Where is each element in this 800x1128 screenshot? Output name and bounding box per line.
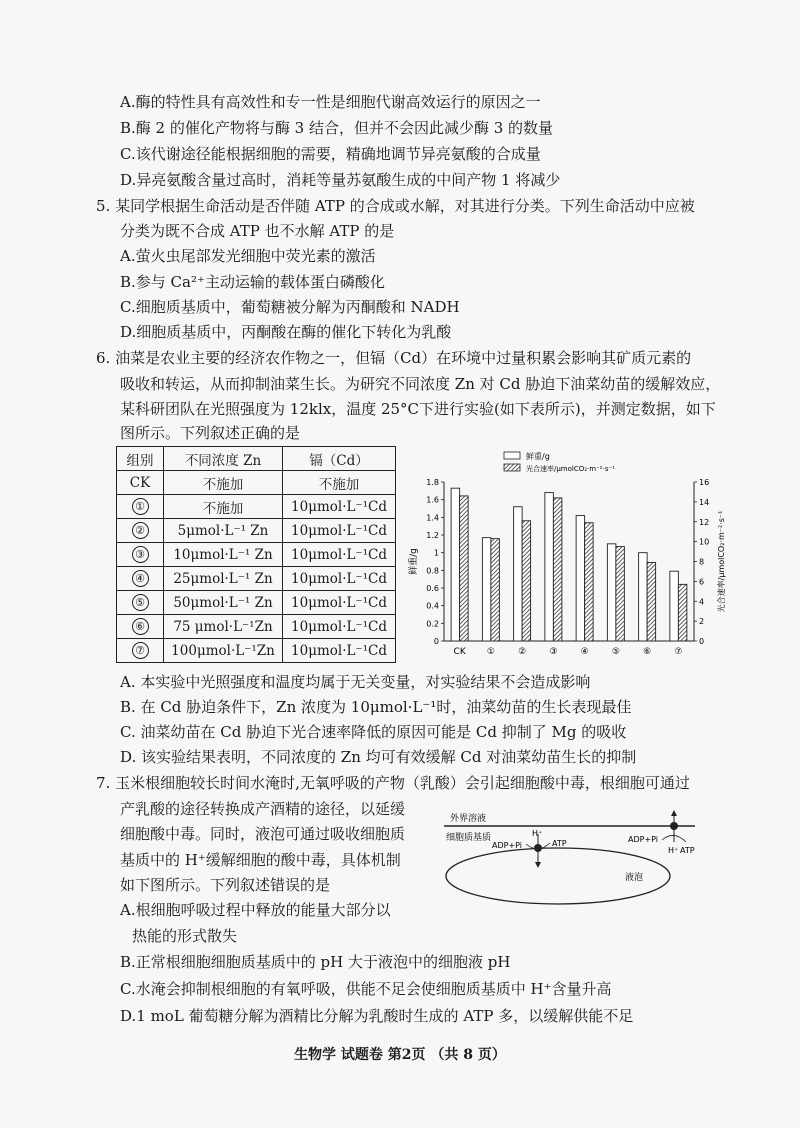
x-tick-label: ②: [518, 647, 527, 657]
q7-option-b: B.正常根细胞细胞质基质中的 pH 大于液泡中的细胞液 pH: [120, 953, 511, 971]
table-cell-cd: 10μmol·L⁻¹Cd: [283, 495, 396, 519]
y-tick-label: 1.8: [426, 478, 439, 487]
table-cell-zn: 5μmol·L⁻¹ Zn: [164, 519, 283, 543]
y2-tick-label: 10: [699, 537, 710, 547]
table-cell-group: ③: [117, 543, 164, 567]
q4-option-d: D.异亮氨酸含量过高时，消耗等量苏氨酸生成的中间产物 1 将减少: [120, 171, 561, 189]
q5-option-d: D.细胞质基质中，丙酮酸在酶的催化下转化为乳酸: [120, 323, 452, 341]
q6-stem: 6. 油菜是农业主要的经济农作物之一，但镉（Cd）在环境中过量积累会影响其矿质元素的: [96, 349, 692, 367]
q7-option-d: D.1 moL 葡萄糖分解为酒精比分解为乳酸时生成的 ATP 多，以缓解供能不足: [120, 1007, 634, 1025]
bar-fresh-weight: [482, 538, 491, 641]
bar-fresh-weight: [639, 553, 648, 641]
y2-tick-label: 0: [699, 637, 705, 646]
bar-fresh-weight: [576, 516, 585, 641]
bar-fresh-weight: [514, 507, 523, 641]
table-cell-cd: 10μmol·L⁻¹Cd: [283, 543, 396, 567]
table-cell-zn: 10μmol·L⁻¹ Zn: [164, 543, 283, 567]
y-tick-label: 0.2: [426, 619, 439, 629]
q5-option-c: C.细胞质基质中，葡萄糖被分解为丙酮酸和 NADH: [120, 298, 460, 316]
table-row: [117, 471, 396, 495]
x-tick-label: CK: [453, 647, 466, 657]
y2-tick-label: 4: [699, 597, 705, 607]
cytoplasm-label: 细胞质基质: [446, 833, 492, 843]
y2-tick-label: 16: [699, 478, 710, 487]
y-tick-label: 0: [433, 637, 439, 646]
y-tick-label: 1.6: [426, 495, 439, 505]
table-cell-cd: 10μmol·L⁻¹Cd: [283, 639, 396, 663]
legend-label: 鲜重/g: [526, 452, 550, 461]
table-row: [117, 567, 396, 591]
q4-option-b: B.酶 2 的催化产物将与酶 3 结合，但并不会因此减少酶 3 的数量: [120, 119, 554, 137]
q6-stem-2: 吸收和转运，从而抑制油菜生长。为研究不同浓度 Zn 对 Cd 胁迫下油菜幼苗的缓解效应，: [120, 375, 721, 393]
bar-fresh-weight: [670, 571, 679, 641]
bar-photosynthesis: [678, 584, 687, 641]
table-cell-zn: 不施加: [164, 471, 283, 495]
q7-stem-3: 细胞酸中毒。同时，液泡可通过吸收细胞质: [120, 825, 406, 843]
table-cell-cd: 不施加: [283, 471, 396, 495]
y-tick-label: 1: [433, 548, 439, 558]
x-tick-label: ⑥: [643, 647, 652, 657]
table-row: [117, 543, 396, 567]
q7-option-a: A.根细胞呼吸过程中释放的能量大部分以: [120, 901, 391, 919]
y-axis-label: 鲜重/g: [409, 548, 419, 575]
q6-option-d: D. 该实验结果表明，不同浓度的 Zn 均可有效缓解 Cd 对油菜幼苗生长的抑制: [120, 748, 637, 766]
q7-stem: 7. 玉米根细胞较长时间水淹时,无氧呼吸的产物（乳酸）会引起细胞酸中毒，根细胞可通过: [96, 774, 690, 792]
h-ion-right: H⁺: [668, 846, 679, 855]
x-tick-label: ①: [486, 647, 495, 657]
bar-fresh-weight: [451, 488, 460, 641]
outside-solution-label: 外界溶液: [450, 814, 487, 824]
table-cell-zn: 75 μmol·L⁻¹Zn: [164, 615, 283, 639]
bar-photosynthesis: [647, 562, 656, 641]
q6-bar-chart: [404, 446, 734, 664]
y2-tick-label: 6: [699, 577, 705, 587]
table-cell-zn: 100μmol·L⁻¹Zn: [164, 639, 283, 663]
atp-left: ATP: [552, 839, 567, 848]
y2-tick-label: 12: [699, 517, 710, 527]
bar-photosynthesis: [616, 547, 625, 641]
table-cell-cd: 10μmol·L⁻¹Cd: [283, 567, 396, 591]
q7-stem-5: 如下图所示。下列叙述错误的是: [120, 876, 331, 894]
table-cell-cd: 10μmol·L⁻¹Cd: [283, 615, 396, 639]
bar-fresh-weight: [545, 493, 554, 641]
table-cell-zn: 25μmol·L⁻¹ Zn: [164, 567, 283, 591]
adp-right: ADP+Pi: [628, 835, 659, 844]
table-cell-group: ②: [117, 519, 164, 543]
bar-photosynthesis: [585, 523, 594, 641]
table-row: [117, 615, 396, 639]
table-cell-group: ⑤: [117, 591, 164, 615]
table-cell-group: ④: [117, 567, 164, 591]
y-tick-label: 1.2: [426, 531, 439, 540]
y-tick-label: 1.4: [426, 513, 439, 523]
adp-left: ADP+Pi: [492, 841, 523, 850]
x-tick-label: ⑦: [674, 647, 683, 657]
vacuole-label: 液泡: [625, 873, 644, 883]
bar-photosynthesis: [460, 496, 469, 641]
table-cell-zn: 不施加: [164, 495, 283, 519]
q6-option-a: A. 本实验中光照强度和温度均属于无关变量，对实验结果不会造成影响: [120, 673, 591, 691]
y2-tick-label: 8: [699, 557, 705, 567]
q4-option-c: C.该代谢途径能根据细胞的需要，精确地调节异亮氨酸的合成量: [120, 145, 541, 163]
legend-label: 光合速率/μmolCO₂·m⁻²·s⁻¹: [526, 465, 615, 473]
atp-right: ATP: [680, 846, 695, 855]
q6-option-b: B. 在 Cd 胁迫条件下，Zn 浓度为 10μmol·L⁻¹时，油菜幼苗的生长表现最佳: [120, 698, 632, 716]
table-cell-cd: 10μmol·L⁻¹Cd: [283, 519, 396, 543]
table-header: 不同浓度 Zn: [164, 447, 283, 471]
table-header-row: [117, 447, 396, 471]
y-tick-label: 0.6: [426, 584, 439, 593]
table-cell-group: CK: [117, 471, 164, 495]
table-cell-zn: 50μmol·L⁻¹ Zn: [164, 591, 283, 615]
x-tick-label: ④: [580, 647, 589, 657]
y-tick-label: 0.4: [426, 601, 439, 611]
legend-swatch-photosynthesis: [504, 464, 520, 471]
q6-stem-3: 某科研团队在光照强度为 12klx，温度 25°C下进行实验(如下表所示)，并测定数据，如下: [120, 400, 716, 418]
y-tick-label: 0.8: [426, 566, 439, 576]
y2-tick-label: 14: [699, 497, 710, 507]
table-row: [117, 495, 396, 519]
table-cell-group: ⑥: [117, 615, 164, 639]
q5-option-b: B.参与 Ca²⁺主动运输的载体蛋白磷酸化: [120, 273, 385, 291]
q7-option-c: C.水淹会抑制根细胞的有氧呼吸，供能不足会使细胞质基质中 H⁺含量升高: [120, 980, 612, 998]
q4-option-a: A.酶的特性具有高效性和专一性是细胞代谢高效运行的原因之一: [120, 93, 541, 111]
q5-stem-2: 分类为既不合成 ATP 也不水解 ATP 的是: [120, 222, 395, 240]
bar-photosynthesis: [553, 498, 562, 641]
table-row: [117, 519, 396, 543]
q6-option-c: C. 油菜幼苗在 Cd 胁迫下光合速率降低的原因可能是 Cd 抑制了 Mg 的吸收: [120, 723, 627, 741]
table-cell-group: ①: [117, 495, 164, 519]
q7-stem-2: 产乳酸的途径转换成产酒精的途径，以延缓: [120, 800, 406, 818]
x-tick-label: ⑤: [611, 647, 620, 657]
bar-fresh-weight: [607, 544, 616, 641]
bar-photosynthesis: [522, 521, 531, 641]
table-cell-cd: 10μmol·L⁻¹Cd: [283, 591, 396, 615]
table-header: 镉（Cd）: [283, 447, 396, 471]
q7-cell-diagram: [440, 808, 700, 918]
q6-stem-4: 图所示。下列叙述正确的是: [120, 424, 301, 442]
table-header: 组别: [117, 447, 164, 471]
table-row: [117, 639, 396, 663]
table-cell-group: ⑦: [117, 639, 164, 663]
legend-swatch-fresh-weight: [504, 452, 520, 459]
q7-stem-4: 基质中的 H⁺缓解细胞的酸中毒，具体机制: [120, 851, 401, 869]
y2-tick-label: 2: [699, 617, 705, 627]
q6-experiment-table: [116, 446, 396, 663]
x-tick-label: ③: [549, 647, 558, 657]
q5-option-a: A.萤火虫尾部发光细胞中荧光素的激活: [120, 247, 376, 265]
page-footer: 生物学 试题卷 第2页 （共 8 页）: [294, 1047, 506, 1063]
h-ion-left: H⁺: [532, 829, 543, 838]
q5-stem: 5. 某同学根据生命活动是否伴随 ATP 的合成或水解，对其进行分类。下列生命活动中应被: [96, 197, 695, 215]
y2-axis-label: 光合速率/μmolCO₂·m⁻²·s⁻¹: [717, 510, 726, 613]
bar-photosynthesis: [491, 539, 500, 641]
table-row: [117, 591, 396, 615]
q7-option-a-cont: 热能的形式散失: [132, 927, 238, 945]
